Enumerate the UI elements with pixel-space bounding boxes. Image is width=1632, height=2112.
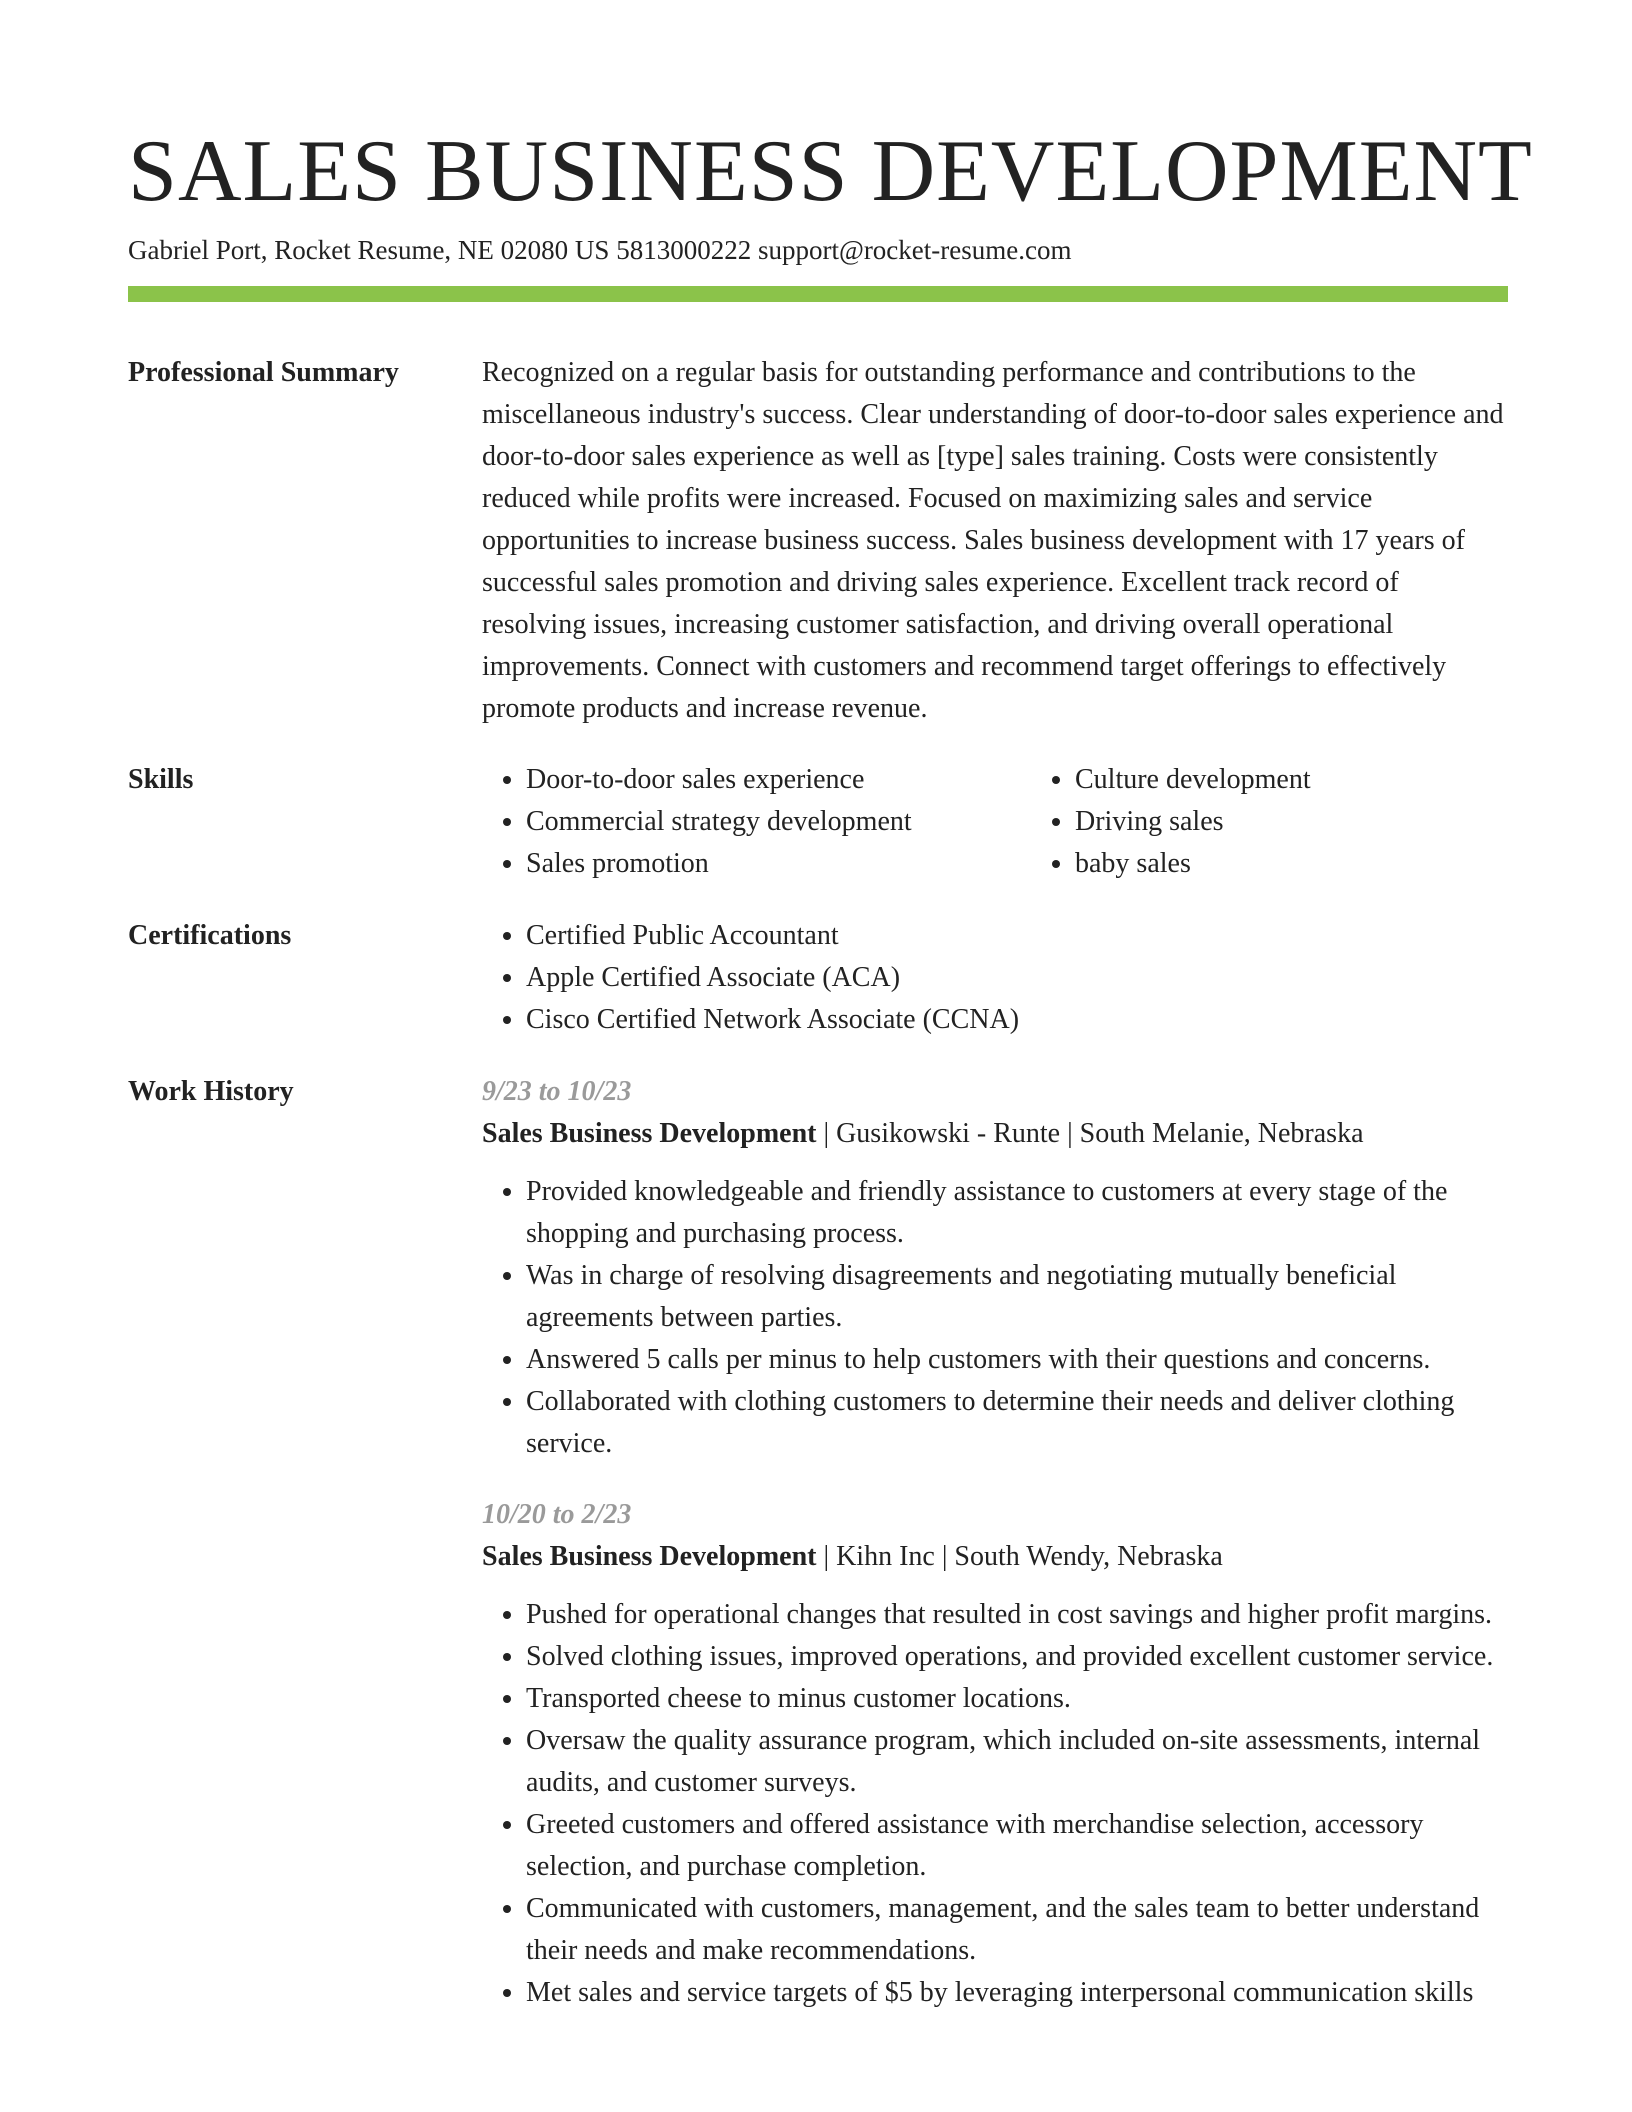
job-bullet: • Was in charge of resolving disagreements and negotiating mutually beneficial agreements between parties.: [526, 1255, 1508, 1339]
job-bullet: • Pushed for operational changes that resulted in cost savings and higher profit margins.: [526, 1594, 1508, 1636]
skills-column-1: [482, 759, 1031, 885]
job-date: 9/23 to 10/23: [482, 1076, 632, 1107]
resume-title: SALES BUSINESS DEVELOPMENT: [128, 123, 1533, 220]
job-bullet: • Solved clothing issues, improved operations, and provided excellent customer service.: [526, 1636, 1508, 1678]
certification-item: • Apple Certified Associate (ACA): [526, 957, 1508, 999]
job-entry: [482, 1071, 1508, 1465]
job-bullet: • Answered 5 calls per minus to help customers with their questions and concerns.: [526, 1339, 1508, 1381]
skills-section: [128, 759, 1508, 885]
job-bullet: • Communicated with customers, management, and the sales team to better understand their needs and make recommendations.: [526, 1888, 1508, 1972]
section-label-skills: Skills: [128, 764, 194, 795]
summary-content: [482, 352, 1508, 730]
section-label-work: Work History: [128, 1076, 294, 1107]
work-history-content: [482, 1071, 1508, 2014]
accent-divider: [128, 286, 1508, 302]
job-entry: [482, 1494, 1508, 2014]
work-history-section: [128, 1071, 1508, 2014]
job-heading: [482, 1536, 1508, 1578]
skill-item: • Commercial strategy development: [526, 801, 1031, 843]
job-employer-location: | Gusikowski - Runte | South Melanie, Nebraska: [823, 1118, 1364, 1149]
section-label-certifications: Certifications: [128, 920, 292, 951]
summary-text: Recognized on a regular basis for outstanding performance and contributions to the miscellaneous industry's success. Clear understanding of door-to-door sales experience and door-to-door sales experience as well as [type] sales training. Costs were consistently reduced while profits were increased. Focused on maximizing sales and service opportunities to increase business success. Sales business development with 17 years of successful sales promotion and driving sales experience. Excellent track record of resolving issues, increasing customer satisfaction, and driving overall operational improvements. Connect with customers and recommend target offerings to effectively promote products and increase revenue.: [482, 357, 1504, 724]
skills-column-2: [1031, 759, 1508, 885]
skills-grid: [482, 759, 1508, 885]
certifications-content: [482, 915, 1508, 1041]
job-bullet: • Transported cheese to minus customer locations.: [526, 1678, 1508, 1720]
certification-item: • Cisco Certified Network Associate (CCNA): [526, 999, 1508, 1041]
contact-phone: 5813000222: [616, 235, 752, 265]
job-employer-location: | Kihn Inc | South Wendy, Nebraska: [823, 1541, 1223, 1572]
skill-item: • Culture development: [1075, 759, 1508, 801]
job-bullet: • Collaborated with clothing customers to determine their needs and deliver clothing service.: [526, 1381, 1508, 1465]
section-label-summary: Professional Summary: [128, 357, 399, 388]
job-bullets: [482, 1594, 1508, 2014]
contact-address: Gabriel Port, Rocket Resume, NE 02080 US: [128, 235, 610, 265]
job-bullet: • Oversaw the quality assurance program, which included on-site assessments, internal audits, and customer surveys.: [526, 1720, 1508, 1804]
job-bullets: [482, 1171, 1508, 1465]
certifications-list: [482, 915, 1508, 1041]
skill-item: • Sales promotion: [526, 843, 1031, 885]
skill-item: • Door-to-door sales experience: [526, 759, 1031, 801]
job-date: 10/20 to 2/23: [482, 1499, 632, 1530]
certifications-section: [128, 915, 1508, 1041]
skills-content: [482, 759, 1508, 885]
job-title: Sales Business Development: [482, 1541, 817, 1572]
summary-section: [128, 352, 1508, 730]
contact-line: [128, 232, 1508, 268]
contact-email[interactable]: support@rocket-resume.com: [757, 235, 1072, 265]
skill-item: • Driving sales: [1075, 801, 1508, 843]
job-title: Sales Business Development: [482, 1118, 817, 1149]
certification-item: • Certified Public Accountant: [526, 915, 1508, 957]
job-bullet: • Provided knowledgeable and friendly assistance to customers at every stage of the shopping and purchasing process.: [526, 1171, 1508, 1255]
skill-item: • baby sales: [1075, 843, 1508, 885]
resume-page: [128, 122, 1533, 2014]
job-bullet: • Met sales and service targets of $5 by leveraging interpersonal communication skills: [526, 1972, 1508, 2014]
job-heading: [482, 1113, 1508, 1155]
job-bullet: • Greeted customers and offered assistance with merchandise selection, accessory selection, and purchase completion.: [526, 1804, 1508, 1888]
